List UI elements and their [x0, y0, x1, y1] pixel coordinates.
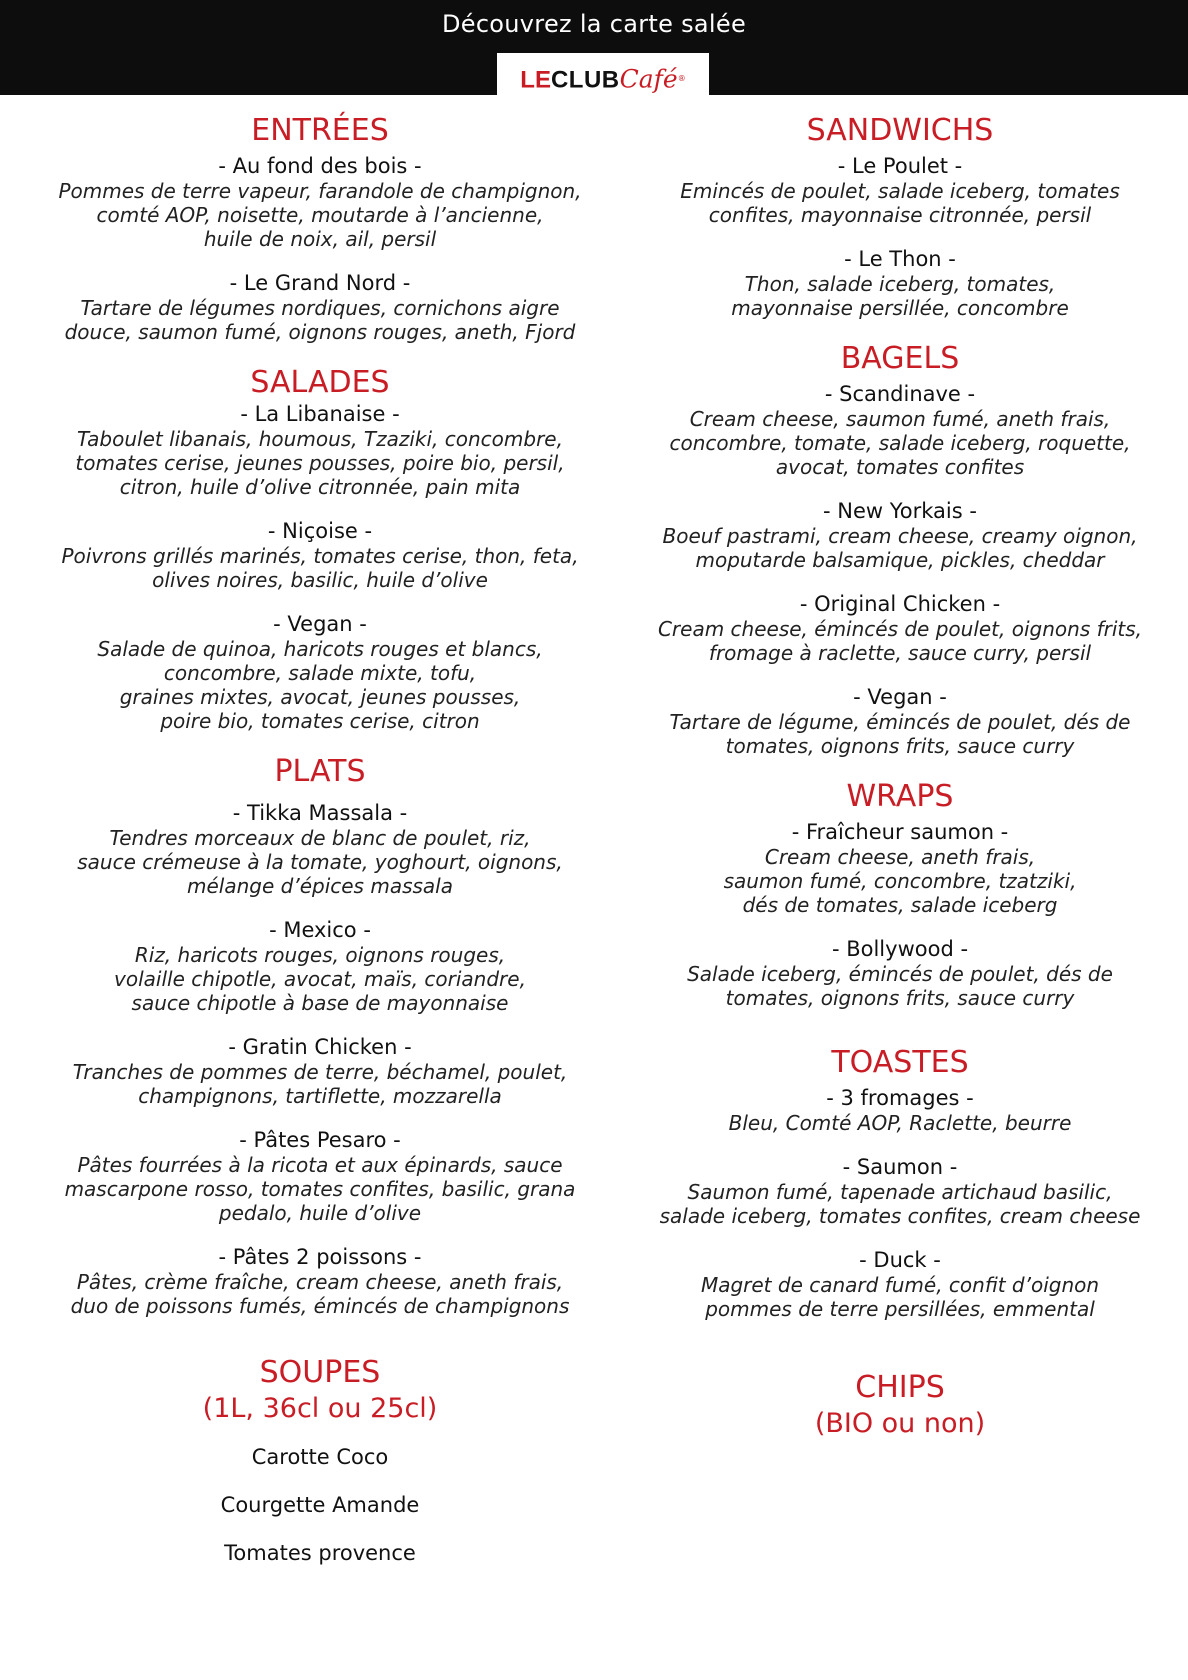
club-cafe-logo [497, 53, 709, 103]
menu-item [40, 271, 600, 344]
menu-item-description: Saumon fumé, tapenade artichaud basilic, [687, 1180, 1113, 1204]
section-title: CHIPS [855, 1370, 945, 1405]
menu-item-description: tomates, oignons frits, sauce curry [725, 986, 1075, 1010]
menu-items [40, 154, 600, 344]
section-wraps [640, 778, 1160, 1010]
menu-item-description: tomates, oignons frits, sauce curry [725, 734, 1075, 758]
menu-item-description: Pâtes fourrées à la ricota et aux épinards, sauce [77, 1153, 563, 1177]
menu-item [640, 1248, 1160, 1321]
menu-item-description: volaille chipotle, avocat, maïs, coriandre, [114, 967, 526, 991]
menu-item-description: olives noires, basilic, huile d’olive [152, 568, 488, 592]
section-soupes [40, 1354, 600, 1566]
menu-item-description: sauce crémeuse à la tomate, yoghourt, oignons, [77, 850, 563, 874]
menu-items [40, 402, 600, 733]
logo-club: CLUB [550, 66, 620, 94]
left-column [40, 112, 600, 1588]
menu-item-description: pommes de terre persillées, emmental [705, 1297, 1095, 1321]
menu-item-description: Cream cheese, émincés de poulet, oignons frits, [657, 617, 1143, 641]
section-chips [640, 1369, 1160, 1441]
menu-item-name: - Le Poulet - [837, 154, 963, 178]
menu-item-name: - Scandinave - [824, 382, 976, 406]
menu-item-description: douce, saumon fumé, oignons rouges, aneth, Fjord [64, 320, 576, 344]
soup-item: Courgette Amande [220, 1493, 420, 1517]
menu-item-description: Pommes de terre vapeur, farandole de champignon, [58, 179, 582, 203]
menu-item-description: dés de tomates, salade iceberg [742, 893, 1058, 917]
menu-item-description: Cream cheese, aneth frais, [764, 845, 1036, 869]
menu-item-description: concombre, salade mixte, tofu, [163, 661, 477, 685]
menu-item-description: champignons, tartiflette, mozzarella [138, 1084, 502, 1108]
menu-item [640, 154, 1160, 227]
menu-item-description: Tranches de pommes de terre, béchamel, poulet, [72, 1060, 568, 1084]
section-subtitle: (BIO ou non) [814, 1408, 986, 1439]
menu-items [640, 154, 1160, 320]
menu-item-description: poire bio, tomates cerise, citron [160, 709, 480, 733]
section-title: SALADES [250, 365, 390, 400]
menu-item-description: Riz, haricots rouges, oignons rouges, [134, 943, 506, 967]
menu-item [40, 918, 600, 1015]
menu-item-description: graines mixtes, avocat, jeunes pousses, [119, 685, 521, 709]
menu-item-description: avocat, tomates confites [775, 455, 1025, 479]
menu-item [640, 685, 1160, 758]
menu-item-description: Bleu, Comté AOP, Raclette, beurre [728, 1111, 1072, 1135]
menu-item-name: - Au fond des bois - [218, 154, 422, 178]
menu-item-description: Magret de canard fumé, confit d’oignon [700, 1273, 1100, 1297]
soup-item: Carotte Coco [251, 1445, 389, 1469]
menu-items [640, 820, 1160, 1010]
menu-item-description: pedalo, huile d’olive [218, 1201, 422, 1225]
menu-item-description: Tartare de légumes nordiques, cornichons aigre [80, 296, 560, 320]
section-title: TOASTES [831, 1045, 969, 1080]
menu-item-description: Taboulet libanais, houmous, Tzaziki, concombre, [77, 427, 563, 451]
menu-item-description: Emincés de poulet, salade iceberg, tomates [680, 179, 1120, 203]
menu-item-name: - Fraîcheur saumon - [791, 820, 1009, 844]
menu-item-description: fromage à raclette, sauce curry, persil [708, 641, 1092, 665]
menu-item-description: sauce chipotle à base de mayonnaise [131, 991, 509, 1015]
soup-item: Tomates provence [224, 1541, 416, 1565]
menu-item-name: - 3 fromages - [826, 1086, 974, 1110]
menu-items [640, 1086, 1160, 1321]
logo-cafe: Café [619, 64, 678, 94]
menu-item-description: salade iceberg, tomates confites, cream cheese [659, 1204, 1141, 1228]
section-toastes [640, 1044, 1160, 1321]
logo-registered-mark: ® [677, 74, 686, 83]
section-title: WRAPS [846, 779, 954, 814]
menu-item-description: Salade de quinoa, haricots rouges et blancs, [97, 637, 543, 661]
logo-le: LE [520, 66, 551, 94]
menu-item-name: - Vegan - [273, 612, 367, 636]
menu-item-name: - Le Grand Nord - [229, 271, 411, 295]
menu-item [640, 937, 1160, 1010]
menu-item-description: mayonnaise persillée, concombre [731, 296, 1069, 320]
menu-item [640, 382, 1160, 479]
menu-item-description: moputarde balsamique, pickles, cheddar [695, 548, 1105, 572]
menu-item-description: Tendres morceaux de blanc de poulet, riz, [109, 826, 531, 850]
menu-item-name: - Gratin Chicken - [228, 1035, 412, 1059]
menu-item [40, 1128, 600, 1225]
section-subtitle: (1L, 36cl ou 25cl) [202, 1393, 438, 1424]
header-tagline: Découvrez la carte salée [441, 10, 747, 38]
menu-item-name: - Original Chicken - [799, 592, 1001, 616]
menu-item [640, 1086, 1160, 1135]
header-bar [0, 0, 1188, 95]
menu-item [40, 612, 600, 733]
menu-item-description: Pâtes, crème fraîche, cream cheese, aneth frais, [76, 1270, 564, 1294]
menu-item-name: - Mexico - [269, 918, 371, 942]
section-bagels [640, 340, 1160, 758]
menu-item [40, 801, 600, 898]
menu-item-name: - Pâtes 2 poissons - [218, 1245, 422, 1269]
section-title: ENTRÉES [251, 113, 389, 148]
menu-item [40, 519, 600, 592]
menu-item-name: - New Yorkais - [823, 499, 977, 523]
menu-item-description: concombre, tomate, salade iceberg, roquette, [669, 431, 1131, 455]
section-sandwichs [640, 112, 1160, 320]
menu-item-description: mascarpone rosso, tomates confites, basilic, grana [64, 1177, 576, 1201]
section-entrees [40, 112, 600, 344]
menu-item-description: Thon, salade iceberg, tomates, [744, 272, 1056, 296]
menu-item [40, 1035, 600, 1108]
menu-item-name: - Le Thon - [844, 247, 956, 271]
menu-item-description: mélange d’épices massala [187, 874, 453, 898]
menu-item [640, 1155, 1160, 1228]
menu-item-description: duo de poissons fumés, émincés de champignons [70, 1294, 570, 1318]
menu-item-name: - Pâtes Pesaro - [239, 1128, 401, 1152]
menu-item-name: - Saumon - [842, 1155, 958, 1179]
menu-item-description: citron, huile d’olive citronnée, pain mita [119, 475, 521, 499]
section-title: BAGELS [840, 341, 960, 376]
menu-item [40, 1245, 600, 1318]
menu-item [640, 820, 1160, 917]
section-plats [40, 753, 600, 1318]
section-title: PLATS [274, 754, 366, 789]
menu-item [640, 247, 1160, 320]
menu-item [640, 499, 1160, 572]
menu-item-name: - La Libanaise - [240, 402, 400, 426]
menu-item [40, 402, 600, 499]
menu-item-name: - Duck - [859, 1248, 941, 1272]
menu-item [640, 592, 1160, 665]
menu-item-description: saumon fumé, concombre, tzatziki, [723, 869, 1077, 893]
menu-item-description: huile de noix, ail, persil [203, 227, 437, 251]
menu-item-description: tomates cerise, jeunes pousses, poire bio, persil, [75, 451, 565, 475]
menu-items [640, 382, 1160, 758]
menu-item-description: comté AOP, noisette, moutarde à l’ancienne, [96, 203, 544, 227]
menu-item-description: Tartare de légume, émincés de poulet, dés de [669, 710, 1131, 734]
menu-item-description: confites, mayonnaise citronnée, persil [708, 203, 1092, 227]
right-column [640, 112, 1160, 1441]
section-salades [40, 364, 600, 733]
section-title: SOUPES [259, 1355, 381, 1390]
menu-items [40, 801, 600, 1318]
menu-item-name: - Tikka Massala - [232, 801, 408, 825]
section-title: SANDWICHS [806, 113, 994, 148]
menu-item-name: - Niçoise - [267, 519, 373, 543]
menu-item-description: Cream cheese, saumon fumé, aneth frais, [689, 407, 1111, 431]
menu-item-description: Boeuf pastrami, cream cheese, creamy oignon, [662, 524, 1138, 548]
menu-item-name: - Bollywood - [831, 937, 969, 961]
menu-item-name: - Vegan - [853, 685, 947, 709]
menu-item-description: Poivrons grillés marinés, tomates cerise, thon, feta, [61, 544, 579, 568]
menu-item [40, 154, 600, 251]
menu-item-description: Salade iceberg, émincés de poulet, dés de [687, 962, 1113, 986]
